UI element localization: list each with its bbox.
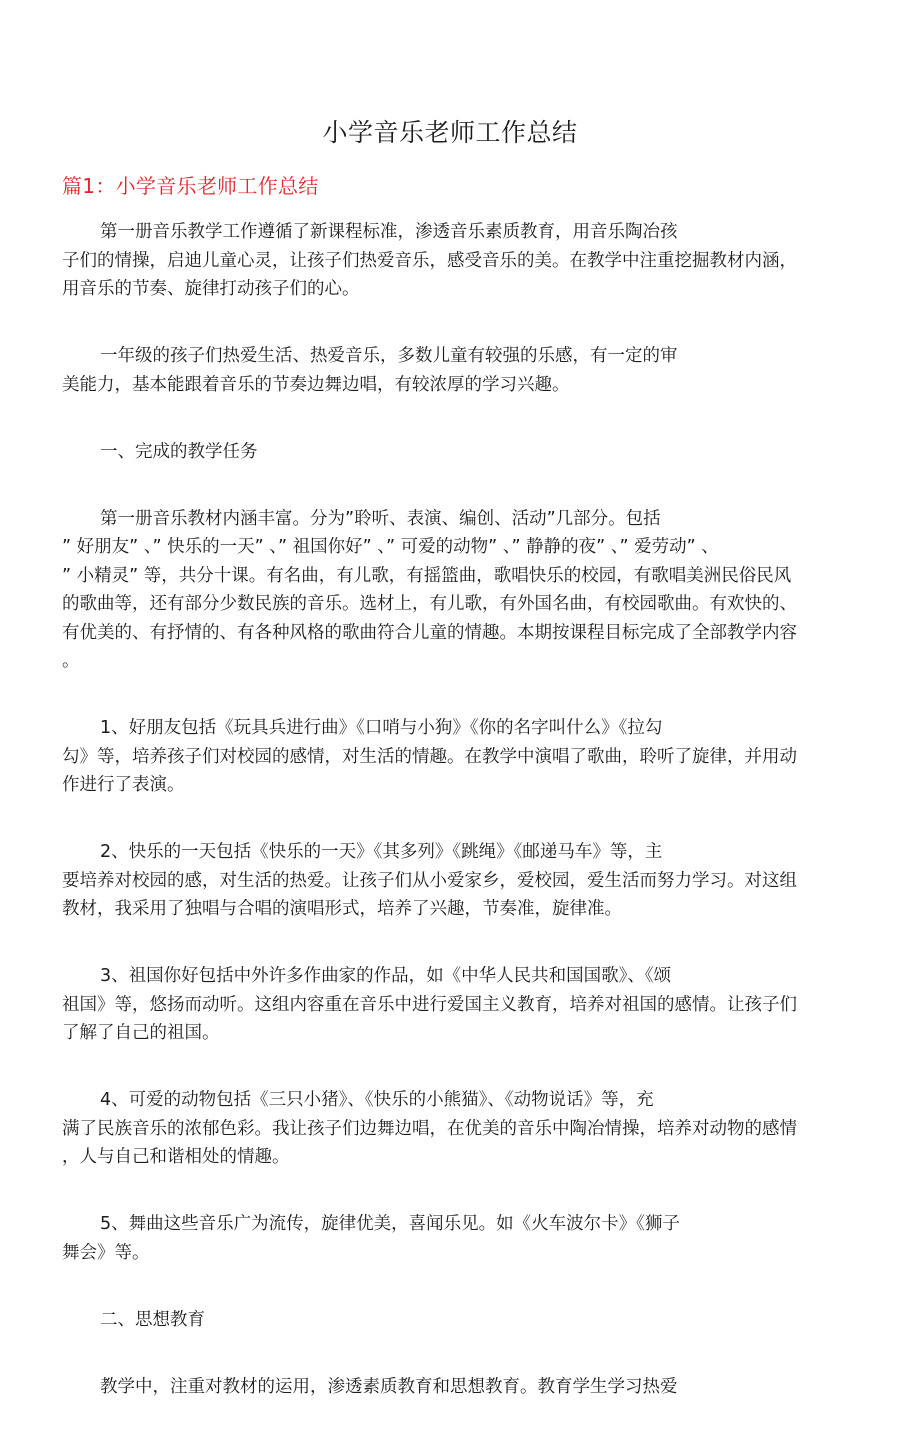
paragraph-line: 祖国》等，悠扬而动听。这组内容重在音乐中进行爱国主义教育，培养对祖国的感情。让孩子们 (62, 994, 797, 1015)
paragraph-item-2 (62, 838, 842, 924)
paragraph-line: 。 (62, 651, 80, 671)
paragraph-item-4 (62, 1086, 842, 1172)
paragraph-item-3 (62, 962, 842, 1048)
paragraph-line: 用音乐的节奏、旋律打动孩子们的心。 (62, 279, 360, 299)
subheading-moral-education (62, 1306, 842, 1335)
paragraph-line: 美能力，基本能跟着音乐的节奏边舞边唱，有较浓厚的学习兴趣。 (62, 374, 570, 395)
paragraph-line: 1、好朋友包括《玩具兵进行曲》《口哨与小狗》《你的名字叫什么》《拉勾 (100, 718, 663, 738)
paragraph-line: 一年级的孩子们热爱生活、热爱音乐，多数儿童有较强的乐感，有一定的审 (100, 346, 678, 366)
paragraph-line: 教学中，注重对教材的运用，渗透素质教育和思想教育。教育学生学习热爱 (100, 1376, 678, 1397)
paragraph-line: 3、祖国你好包括中外许多作曲家的作品，如《中华人民共和国国歌》、《颂 (100, 966, 672, 986)
paragraph-line: 舞会》等。 (62, 1242, 150, 1263)
paragraph-item-1 (62, 714, 842, 800)
paragraph-line: 有优美的、有抒情的、有各种风格的歌曲符合儿童的情趣。本期按课程目标完成了全部教学内容 (62, 622, 797, 643)
paragraph-line: 教材，我采用了独唱与合唱的演唱形式，培养了兴趣，节奏准，旋律准。 (62, 899, 622, 919)
paragraph-item-5 (62, 1210, 842, 1267)
paragraph-line: 第一册音乐教学工作遵循了新课程标准，渗透音乐素质教育，用音乐陶冶孩 (100, 222, 678, 242)
paragraph-line: 5、舞曲这些音乐广为流传，旋律优美，喜闻乐见。如《火车波尔卡》《狮子 (100, 1214, 680, 1234)
paragraph-line: 了解了自己的祖国。 (62, 1023, 220, 1043)
paragraph-line: ” 好朋友” 、” 快乐的一天” 、” 祖国你好” 、” 可爱的动物” 、” 静静的夜” 、” 爱劳动” 、 (62, 537, 719, 557)
section-heading: 篇1：小学音乐老师工作总结 (62, 174, 319, 198)
paragraph-line: ，人与自己和谐相处的情趣。 (62, 1147, 290, 1167)
paragraph-line: 4、可爱的动物包括《三只小猪》、《快乐的小熊猫》、《动物说话》等，充 (100, 1090, 654, 1110)
subheading-text: 一、完成的教学任务 (100, 441, 258, 462)
subheading-teaching-tasks (62, 438, 842, 467)
paragraph-line: 要培养对校园的感，对生活的热爱。让孩子们从小爱家乡，爱校园，爱生活而努力学习。对这组 (62, 870, 797, 891)
paragraph-line: ” 小精灵” 等，共分十课。有名曲，有儿歌，有摇篮曲，歌唱快乐的校园，有歌唱美洲民俗民风 (62, 565, 792, 586)
subheading-text: 二、思想教育 (100, 1309, 205, 1330)
paragraph-line: 的歌曲等，还有部分少数民族的音乐。选材上，有儿歌，有外国名曲，有校园歌曲。有欢快的、 (62, 594, 797, 614)
paragraph-line: 2、快乐的一天包括《快乐的一天》《其多列》《跳绳》《邮递马车》等，主 (100, 842, 663, 862)
paragraph-line: 满了民族音乐的浓郁色彩。我让孩子们边舞边唱，在优美的音乐中陶冶情操，培养对动物的感情 (62, 1118, 797, 1139)
paragraph-students (62, 342, 842, 399)
paragraph-intro (62, 218, 842, 304)
document-title: 小学音乐老师工作总结 (322, 118, 578, 147)
paragraph-moral-education (62, 1373, 842, 1402)
paragraph-line: 第一册音乐教材内涵丰富。分为”聆听、表演、编创、活动”几部分。包括 (100, 508, 661, 529)
paragraph-line: 勾》等，培养孩子们对校园的感情，对生活的情趣。在教学中演唱了歌曲，聆听了旋律，并用动 (62, 746, 797, 767)
document-body (62, 218, 842, 1440)
paragraph-line: 作进行了表演。 (62, 775, 185, 795)
paragraph-materials (62, 505, 842, 676)
paragraph-line: 子们的情操，启迪儿童心灵，让孩子们热爱音乐，感受音乐的美。在教学中注重挖掘教材内涵， (62, 250, 797, 271)
